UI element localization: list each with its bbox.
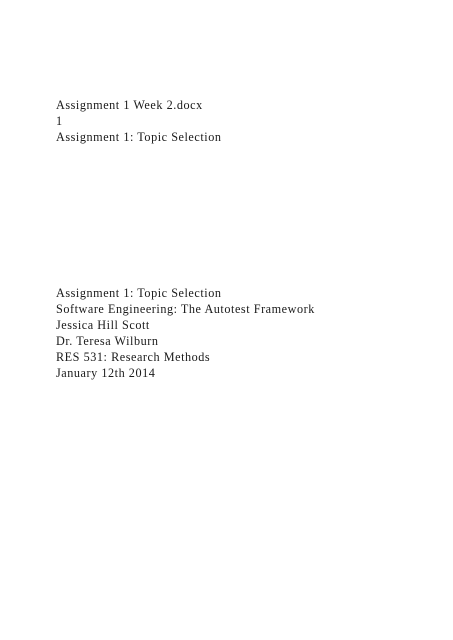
- author-name: Jessica Hill Scott: [56, 318, 150, 332]
- paper-topic: Software Engineering: The Autotest Framework: [56, 302, 315, 316]
- file-name: Assignment 1 Week 2.docx: [56, 98, 203, 112]
- course-name: RES 531: Research Methods: [56, 350, 211, 364]
- page-number: 1: [56, 114, 63, 128]
- instructor-name: Dr. Teresa Wilburn: [56, 334, 159, 348]
- document-header: [56, 97, 222, 145]
- title-page-block: [56, 285, 315, 381]
- assignment-title: Assignment 1: Topic Selection: [56, 286, 222, 300]
- document-date: January 12th 2014: [56, 366, 156, 380]
- running-title: Assignment 1: Topic Selection: [56, 130, 222, 144]
